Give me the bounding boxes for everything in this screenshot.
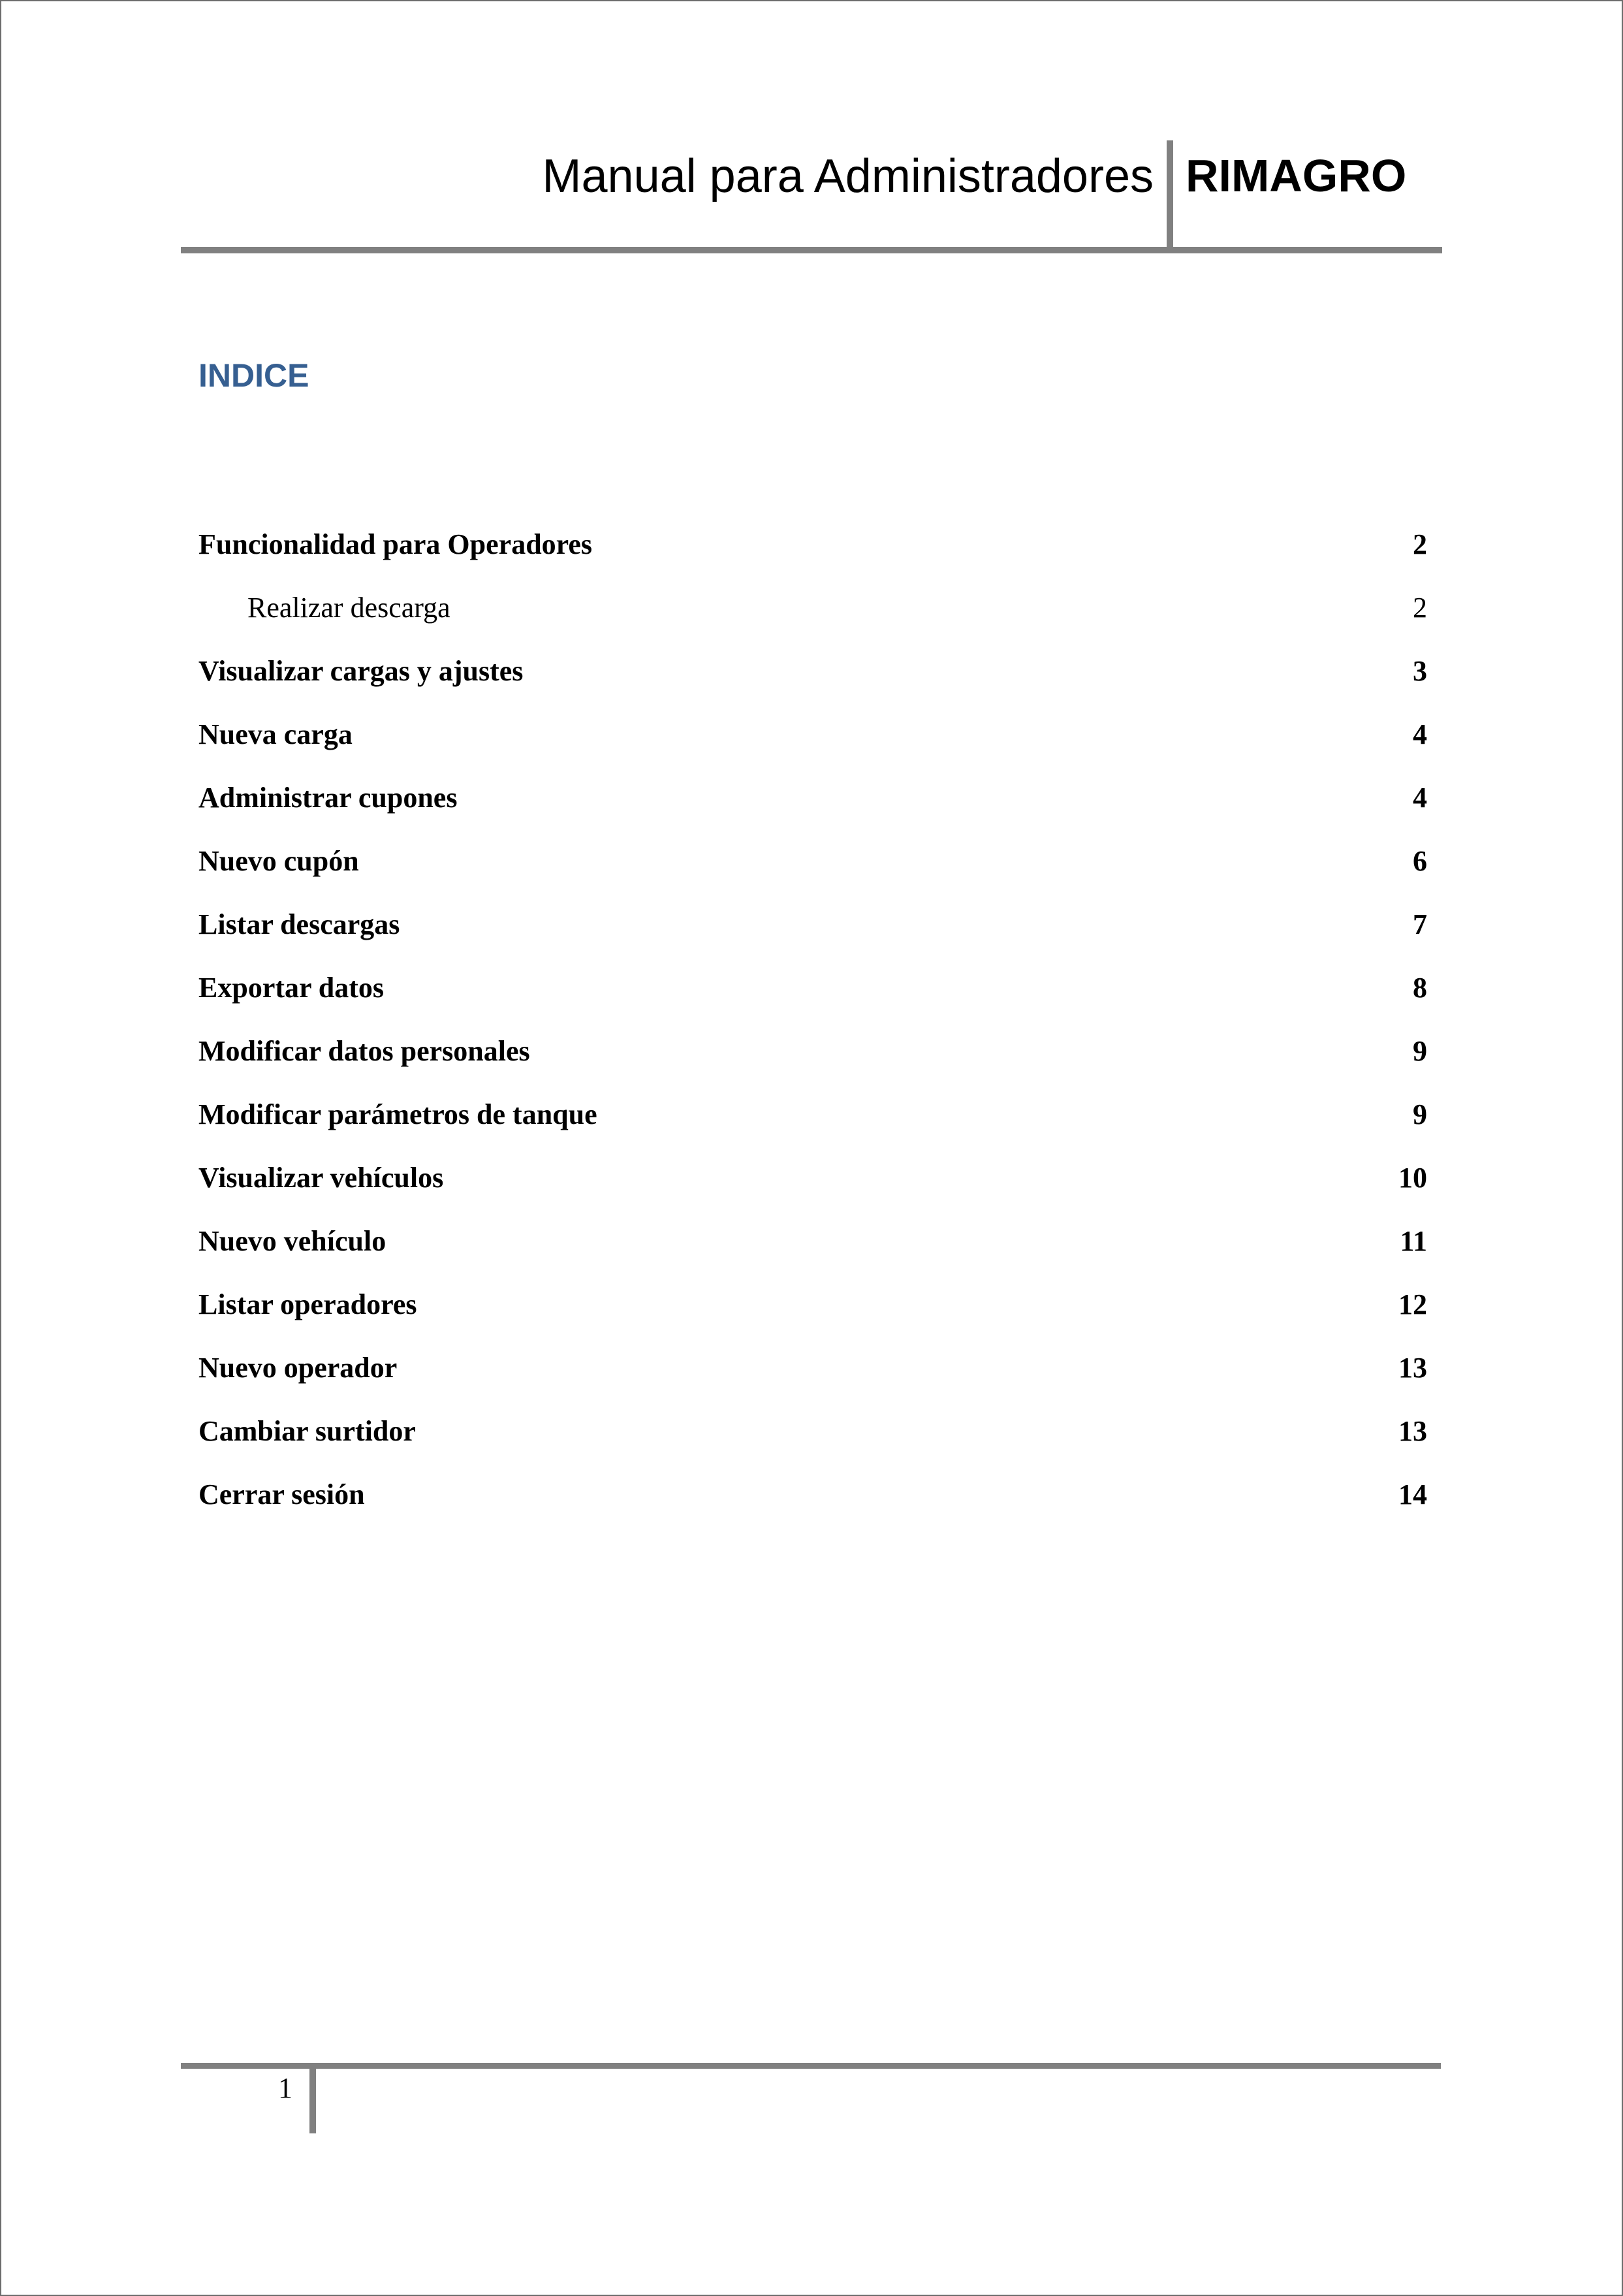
toc-entry[interactable] (198, 1089, 1427, 1152)
page-number: 1 (278, 2072, 292, 2104)
toc-entry-page: 3 (1413, 655, 1427, 687)
toc-entry-page: 2 (1413, 528, 1427, 560)
toc-entry-label: Visualizar cargas y ajustes (198, 655, 524, 687)
toc-entry-label: Nuevo cupón (198, 845, 359, 877)
toc-entry-page: 13 (1398, 1415, 1427, 1447)
toc-entry-page: 4 (1413, 782, 1427, 814)
toc-entry-label: Funcionalidad para Operadores (198, 528, 593, 560)
brand-name: RIMAGRO (1186, 150, 1407, 201)
toc-entry-page: 7 (1413, 908, 1427, 940)
table-of-contents (198, 518, 1427, 1532)
toc-entry-page: 13 (1398, 1352, 1427, 1384)
toc-entry-label: Realizar descarga (247, 592, 450, 624)
toc-entry-page: 9 (1413, 1098, 1427, 1130)
toc-entry-label: Cerrar sesión (198, 1478, 365, 1510)
toc-entry-label: Listar operadores (198, 1288, 417, 1320)
toc-entry-page: 9 (1413, 1035, 1427, 1067)
toc-entry[interactable] (198, 835, 1427, 899)
toc-entry-label: Visualizar vehículos (198, 1162, 444, 1194)
toc-entry[interactable] (198, 518, 1427, 582)
toc-entry[interactable] (198, 1025, 1427, 1089)
footer-rule (181, 2063, 1441, 2069)
toc-entry-page: 2 (1413, 592, 1427, 624)
toc-entry[interactable] (198, 962, 1427, 1025)
toc-entry-label: Cambiar surtidor (198, 1415, 416, 1447)
header-rule (181, 247, 1442, 253)
header-divider (1167, 140, 1173, 253)
toc-entry[interactable] (198, 1405, 1427, 1469)
toc-entry[interactable] (198, 899, 1427, 962)
toc-entry[interactable] (198, 772, 1427, 835)
toc-subentry[interactable] (198, 582, 1427, 645)
toc-entry-page: 12 (1398, 1288, 1427, 1320)
toc-entry-label: Nuevo operador (198, 1352, 398, 1384)
toc-entry-page: 11 (1400, 1225, 1427, 1257)
toc-entry-page: 8 (1413, 972, 1427, 1004)
toc-entry-label: Nueva carga (198, 718, 353, 750)
toc-entry-page: 10 (1398, 1162, 1427, 1194)
toc-entry[interactable] (198, 709, 1427, 772)
toc-entry[interactable] (198, 1152, 1427, 1215)
toc-entry[interactable] (198, 1342, 1427, 1405)
toc-entry-page: 4 (1413, 718, 1427, 750)
toc-entry[interactable] (198, 645, 1427, 709)
document-title: Manual para Administradores (542, 150, 1154, 202)
toc-entry-label: Modificar datos personales (198, 1035, 530, 1067)
footer-divider (309, 2065, 316, 2133)
toc-entry-label: Modificar parámetros de tanque (198, 1098, 597, 1130)
toc-entry[interactable] (198, 1469, 1427, 1532)
toc-entry-label: Listar descargas (198, 908, 400, 940)
toc-entry-label: Administrar cupones (198, 782, 458, 814)
toc-heading: INDICE (198, 357, 309, 394)
toc-entry[interactable] (198, 1279, 1427, 1342)
toc-entry-page: 14 (1398, 1478, 1427, 1510)
toc-entry-page: 6 (1413, 845, 1427, 877)
toc-entry[interactable] (198, 1215, 1427, 1279)
toc-entry-label: Nuevo vehículo (198, 1225, 386, 1257)
toc-entry-label: Exportar datos (198, 972, 384, 1004)
